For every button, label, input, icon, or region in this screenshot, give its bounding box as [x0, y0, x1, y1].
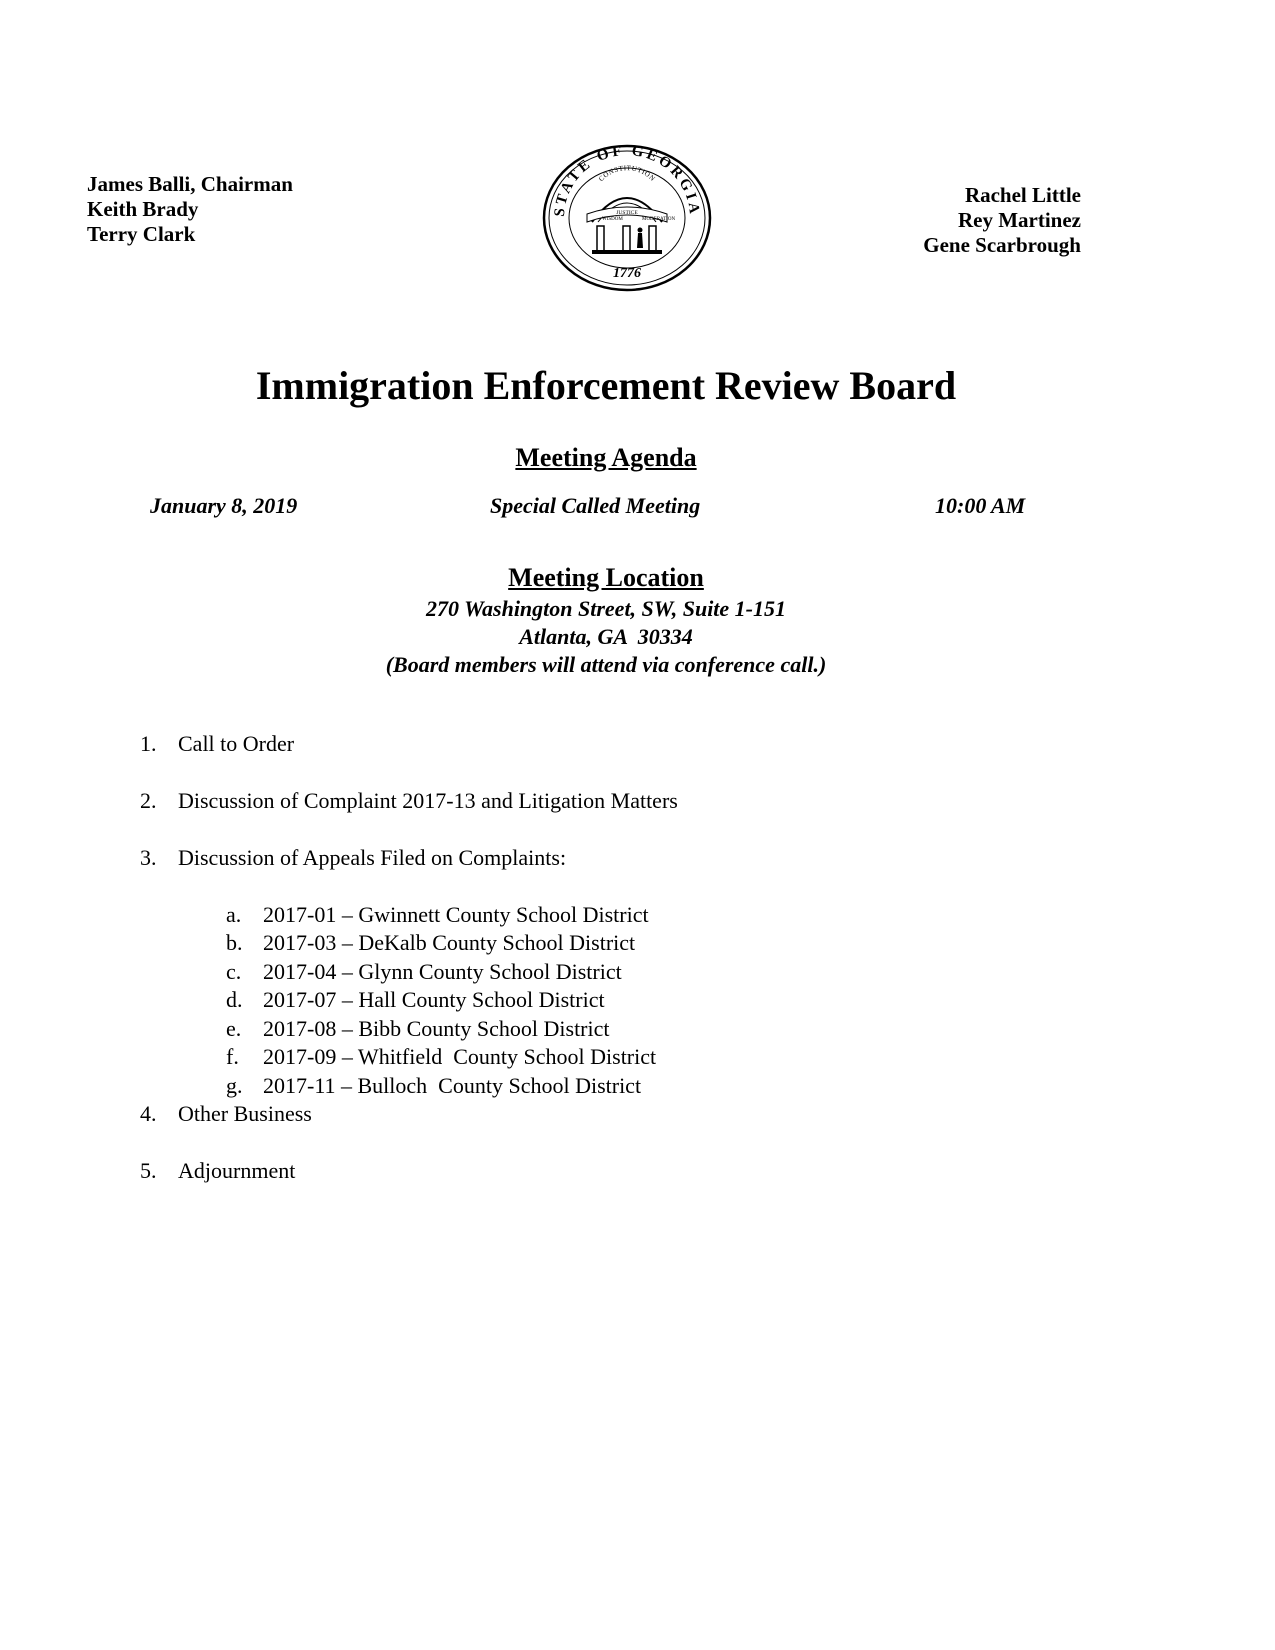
member-name: Rey Martinez [957, 208, 1081, 232]
seal-outer-text: STATE OF GEORGIA [551, 144, 703, 218]
appeal-item [215, 1043, 641, 1100]
address-line: 270 Washington Street, SW, Suite 1-151 [425, 596, 787, 621]
agenda-item-number: 2. [140, 788, 157, 813]
board-members-left [87, 172, 293, 247]
appeal-letter: c. [226, 958, 242, 984]
member-name: Keith Brady [87, 197, 199, 221]
appeal-text: 2017-04 – Glynn County School District [263, 958, 622, 984]
agenda-heading: Meeting Agenda [515, 443, 697, 472]
address-line: Atlanta, GA 30334 [519, 624, 693, 649]
meeting-time: 10:00 AM [935, 493, 1026, 518]
seal-graphic [542, 144, 712, 292]
member-name: Terry Clark [87, 222, 196, 246]
appeal-text: 2017-09 – Whitfield County School District [263, 1044, 657, 1069]
seal-banner-right: MODERATION [642, 217, 676, 222]
georgia-state-seal [542, 144, 712, 292]
seal-banner-center: JUSTICE [616, 210, 638, 216]
appeal-letter: a. [226, 901, 242, 927]
agenda-item [140, 1157, 295, 1185]
agenda-item [140, 787, 678, 815]
appeal-letter: g. [226, 1072, 243, 1098]
agenda-item-number: 4. [140, 1101, 157, 1126]
agenda-item [140, 844, 566, 872]
appeal-letter: d. [226, 987, 243, 1012]
seal-constitution-text: CONSTITUTION [597, 164, 657, 184]
appeal-text: 2017-07 – Hall County School District [263, 987, 605, 1012]
appeal-text: 2017-01 – Gwinnett County School District [263, 901, 649, 927]
appeal-letter: f. [226, 1044, 239, 1069]
appeal-text: 2017-08 – Bibb County School District [263, 1015, 610, 1041]
seal-banner-left: WISDOM [602, 217, 623, 222]
location-details [0, 595, 1212, 679]
member-name: James Balli, Chairman [87, 172, 293, 196]
agenda-item [140, 730, 294, 758]
agenda-item-number: 5. [140, 1158, 157, 1183]
board-members-right [923, 183, 1081, 258]
meeting-date: January 8, 2019 [150, 493, 298, 518]
member-name: Rachel Little [964, 183, 1081, 207]
appeal-text: 2017-03 – DeKalb County School District [263, 930, 636, 955]
appeal-text: 2017-11 – Bulloch County School District [263, 1072, 642, 1098]
meeting-type: Special Called Meeting [490, 493, 701, 518]
document-title: Immigration Enforcement Review Board [255, 363, 957, 408]
agenda-item [140, 1100, 312, 1128]
appeal-letter: b. [226, 930, 243, 955]
agenda-item-text: Other Business [178, 1101, 312, 1126]
location-heading: Meeting Location [508, 563, 704, 592]
agenda-item-number: 1. [140, 731, 157, 756]
seal-year: 1776 [613, 266, 641, 281]
agenda-item-text: Discussion of Complaint 2017-13 and Litigation Matters [178, 788, 678, 813]
agenda-item-text: Call to Order [178, 731, 295, 756]
attendance-note: (Board members will attend via conference call.) [385, 652, 827, 677]
agenda-item-number: 3. [140, 845, 157, 870]
agenda-item-text: Discussion of Appeals Filed on Complaints: [178, 845, 567, 870]
agenda-item-text: Adjournment [178, 1158, 296, 1183]
member-name: Gene Scarbrough [923, 233, 1081, 257]
appeal-letter: e. [226, 1015, 242, 1041]
